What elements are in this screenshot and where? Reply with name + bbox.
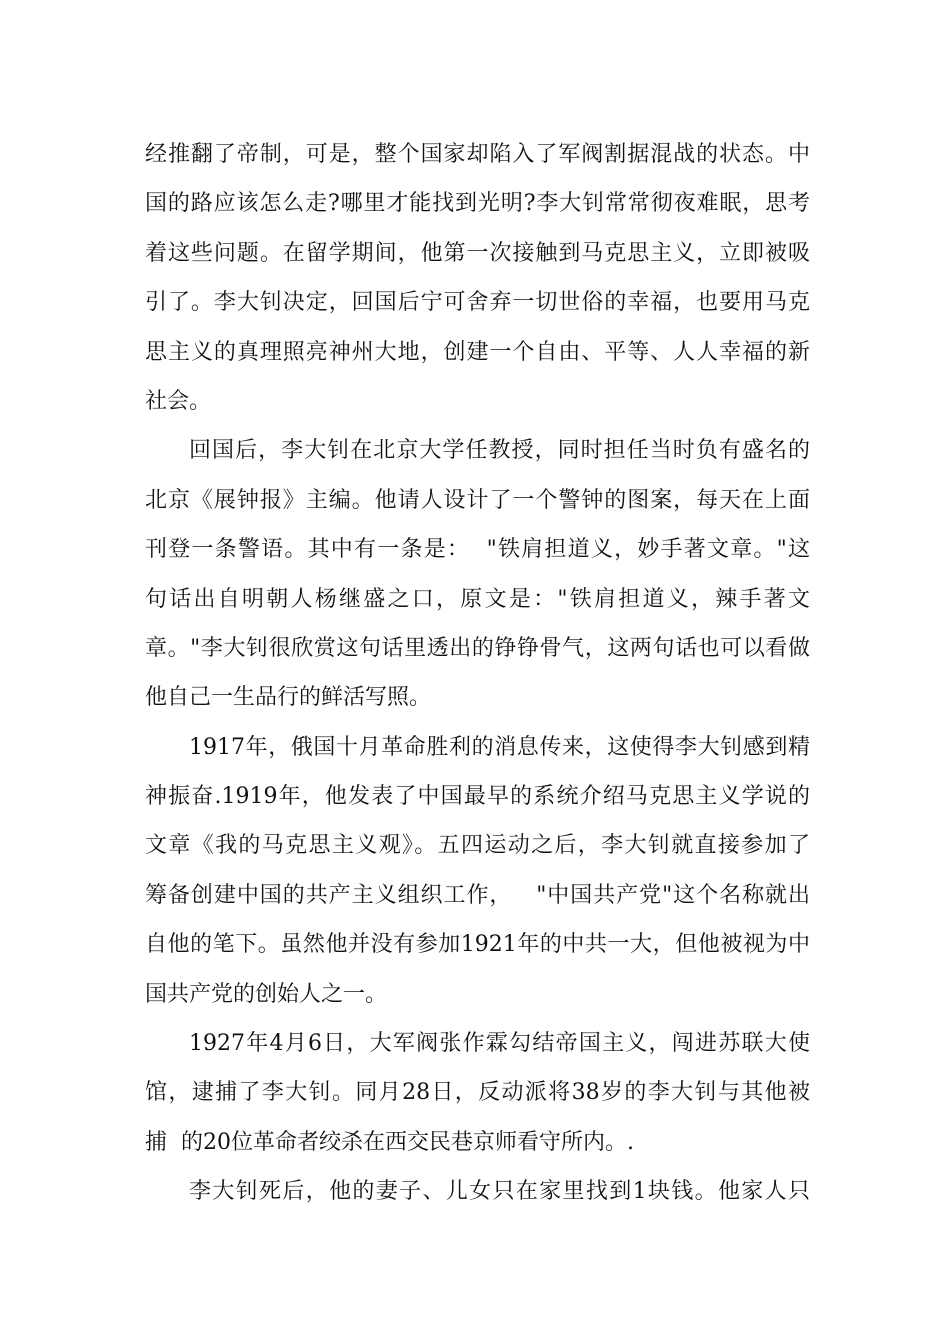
text-line: 着这些问题。在留学期间，他第一次接触到马克思主义，立即被吸 [145, 240, 810, 266]
text-line: 文章《我的马克思主义观》。五四运动之后，李大钊就直接参加了 [145, 833, 810, 859]
text-line: 1917年，俄国十月革命胜利的消息传来，这使得李大钊感到精 [189, 734, 810, 760]
text-line: 句话出自明朝人杨继盛之口，原文是："铁肩担道义，辣手著文 [145, 586, 810, 612]
text-line: 刊登一条警语。其中有一条是： "铁肩担道义，妙手著文章。"这 [145, 537, 810, 563]
text-line: 他自己一生品行的鲜活写照。 [145, 685, 432, 711]
text-line: 神振奋.1919年，他发表了中国最早的系统介绍马克思主义学说的 [145, 784, 810, 810]
text-line: 社会。 [145, 388, 212, 414]
text-line: 1927年4月6日，大军阀张作霖勾结帝国主义，闯进苏联大使 [189, 1031, 810, 1057]
text-line: 章。"李大钊很欣赏这句话里透出的铮铮骨气，这两句话也可以看做 [145, 635, 810, 661]
text-line: 回国后，李大钊在北京大学任教授，同时担任当时负有盛名的 [189, 438, 810, 464]
text-line: 国共产党的创始人之一。 [145, 981, 388, 1007]
text-line: 引了。李大钊决定，回国后宁可舍弃一切世俗的幸福，也要用马克 [145, 290, 810, 316]
text-line: 北京《展钟报》主编。他请人设计了一个警钟的图案，每天在上面 [145, 487, 810, 513]
body-text [145, 130, 810, 1217]
text-line: 馆，逮捕了李大钊。同月28日，反动派将38岁的李大钊与其他被 [145, 1080, 810, 1106]
text-line: 思主义的真理照亮神州大地，创建一个自由、平等、人人幸福的新 [145, 339, 810, 365]
text-line: 筹备创建中国的共产主义组织工作， "中国共产党"这个名称就出 [145, 882, 810, 908]
text-line: 国的路应该怎么走?哪里才能找到光明?李大钊常常彻夜难眠，思考 [145, 191, 810, 217]
text-line: 捕 的20位革命者绞杀在西交民巷京师看守所内。. [145, 1129, 634, 1155]
text-line: 李大钊死后，他的妻子、儿女只在家里找到1块钱。他家人只 [189, 1179, 810, 1205]
text-line: 自他的笔下。虽然他并没有参加1921年的中共一大，但他被视为中 [145, 932, 810, 958]
text-line: 经推翻了帝制，可是，整个国家却陷入了军阀割据混战的状态。中 [145, 142, 810, 167]
